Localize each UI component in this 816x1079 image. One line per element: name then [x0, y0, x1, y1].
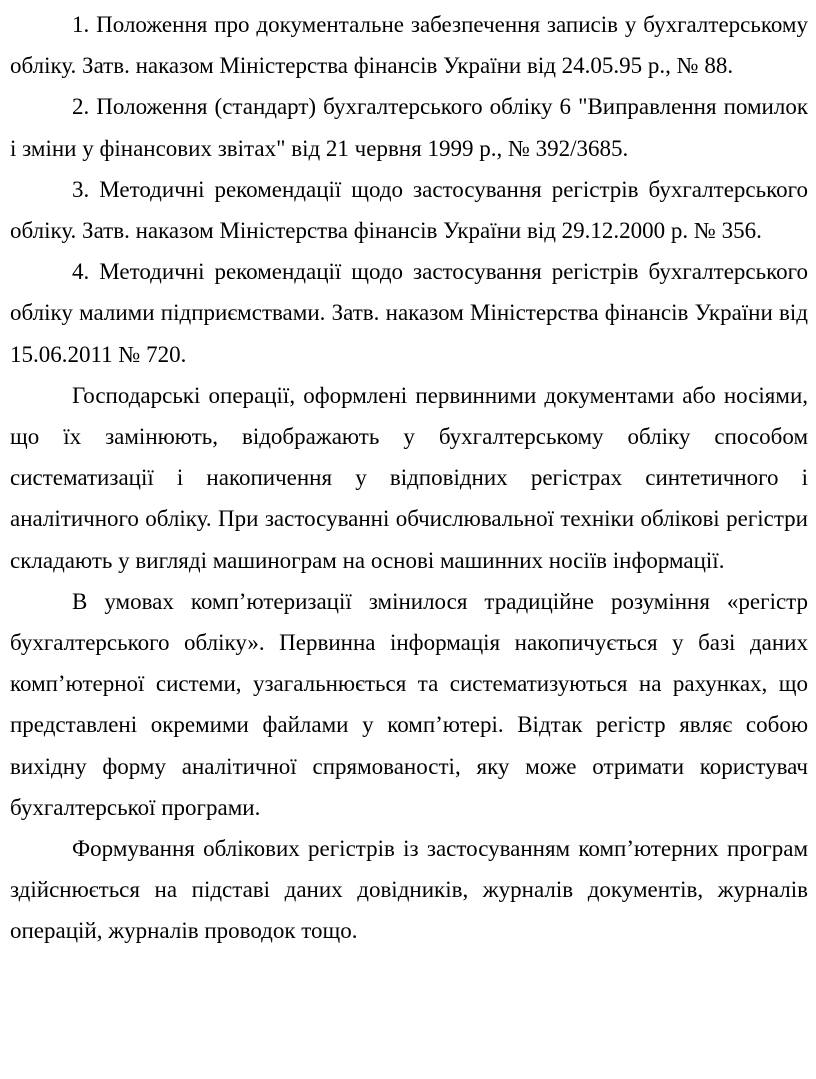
reference-item-1: 1. Положення про документальне забезпечення записів у бухгалтерському обліку. Затв. наказом Міністерства фінансів України від 24.05.95 р., № 88.: [10, 12, 808, 79]
body-paragraph-1: Господарські операції, оформлені первинними документами або носіями, що їх замінюють, відображають у бухгалтерському обліку способом систематизації і накопичення у відповідних регістрах синтетичного і аналітичного обліку. При застосуванні обчислювальної техніки облікові регістри складають у вигляді машинограм на основі машинних носіїв інформації.: [10, 382, 808, 573]
body-paragraph-3: Формування облікових регістрів із застосуванням комп’ютерних програм здійснюється на підставі даних довідників, журналів документів, журналів операцій, журналів проводок тощо.: [10, 836, 808, 944]
reference-item-4: 4. Методичні рекомендації щодо застосування регістрів бухгалтерського обліку малими підприємствами. Затв. наказом Міністерства фінансів України від 15.06.2011 № 720.: [10, 259, 808, 367]
reference-item-3: 3. Методичні рекомендації щодо застосування регістрів бухгалтерського обліку. Затв. наказом Міністерства фінансів України від 29.12.2000 р. № 356.: [10, 176, 808, 244]
reference-item-2: 2. Положення (стандарт) бухгалтерського обліку 6 "Виправлення помилок і зміни у фінансових звітах" від 21 червня 1999 р., № 392/3685.: [10, 94, 808, 161]
document-page: [10, 4, 808, 952]
body-paragraph-2: В умовах комп’ютеризації змінилося традиційне розуміння «регістр бухгалтерського обліку». Первинна інформація накопичується у базі даних комп’ютерної системи, узагальнюється та систематизуються на рахунках, що представлені окремими файлами у комп’ютері. Відтак регістр являє собою вихідну форму аналітичної спрямованості, яку може отримати користувач бухгалтерської програми.: [10, 588, 808, 820]
